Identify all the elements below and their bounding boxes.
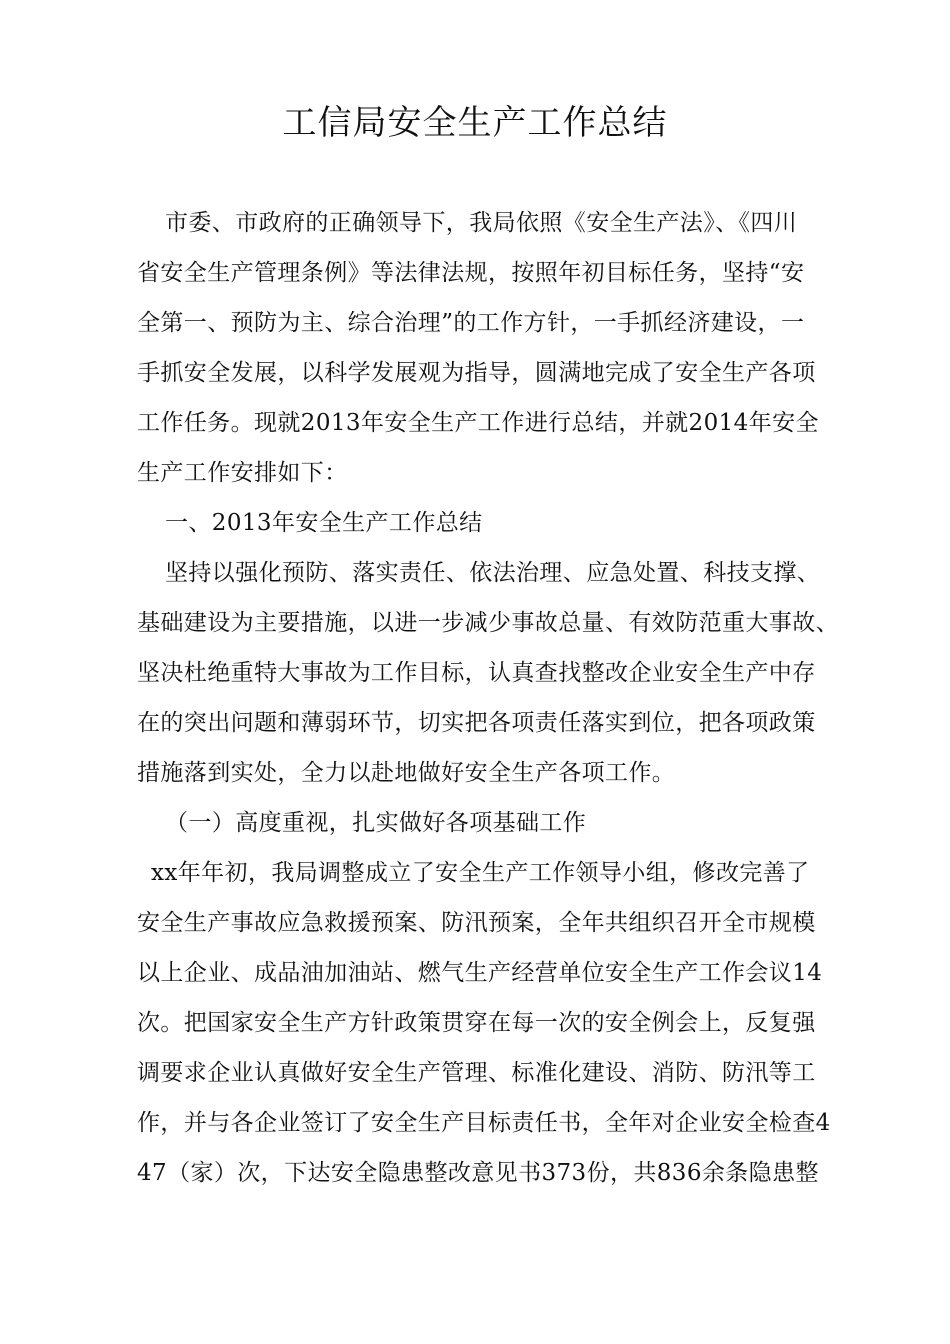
paragraph-line: 调要求企业认真做好安全生产管理、标准化建设、消防、防汛等工 — [137, 1060, 816, 1086]
section-heading: 一、2013年安全生产工作总结 — [165, 510, 483, 536]
paragraph-line: 以上企业、成品油加油站、燃气生产经营单位安全生产工作会议14 — [137, 960, 823, 986]
paragraph-line: xx年年初，我局调整成立了安全生产工作领导小组，修改完善了 — [151, 860, 810, 886]
paragraph-line: 坚持以强化预防、落实责任、依法治理、应急处置、科技支撑、 — [165, 560, 821, 586]
paragraph-line: 市委、市政府的正确领导下，我局依照《安全生产法》、《四川 — [165, 210, 798, 236]
paragraph-line: 在的突出问题和薄弱环节，切实把各项责任落实到位，把各项政策 — [137, 710, 816, 736]
paragraph-line: 工作任务。现就2013年安全生产工作进行总结，并就2014年安全 — [137, 410, 819, 436]
paragraph-line: 次。把国家安全生产方针政策贯穿在每一次的安全例会上，反复强 — [137, 1010, 816, 1036]
paragraph-line: 全第一、预防为主、综合治理”的工作方针，一手抓经济建设，一 — [137, 310, 805, 336]
paragraph-line: 手抓安全发展，以科学发展观为指导，圆满地完成了安全生产各项 — [137, 360, 816, 386]
document-title: 工信局安全生产工作总结 — [282, 103, 668, 143]
paragraph-line: 措施落到实处，全力以赴地做好安全生产各项工作。 — [137, 760, 676, 786]
subsection-heading: （一）高度重视，扎实做好各项基础工作 — [165, 810, 587, 836]
paragraph-line: 作，并与各企业签订了安全生产目标责任书，全年对企业安全检查4 — [137, 1110, 831, 1136]
paragraph-line: 生产工作安排如下： — [137, 460, 348, 486]
paragraph-line: 省安全生产管理条例》等法律法规，按照年初目标任务，坚持“安 — [137, 260, 805, 286]
paragraph-line: 47（家）次，下达安全隐患整改意见书373份，共836余条隐患整 — [137, 1160, 819, 1186]
document-body — [137, 198, 837, 1198]
paragraph-line: 安全生产事故应急救援预案、防汛预案，全年共组织召开全市规模 — [137, 910, 816, 936]
paragraph-line: 基础建设为主要措施，以进一步减少事故总量、有效防范重大事故、 — [137, 610, 839, 636]
paragraph-line: 坚决杜绝重特大事故为工作目标，认真查找整改企业安全生产中存 — [137, 660, 816, 686]
